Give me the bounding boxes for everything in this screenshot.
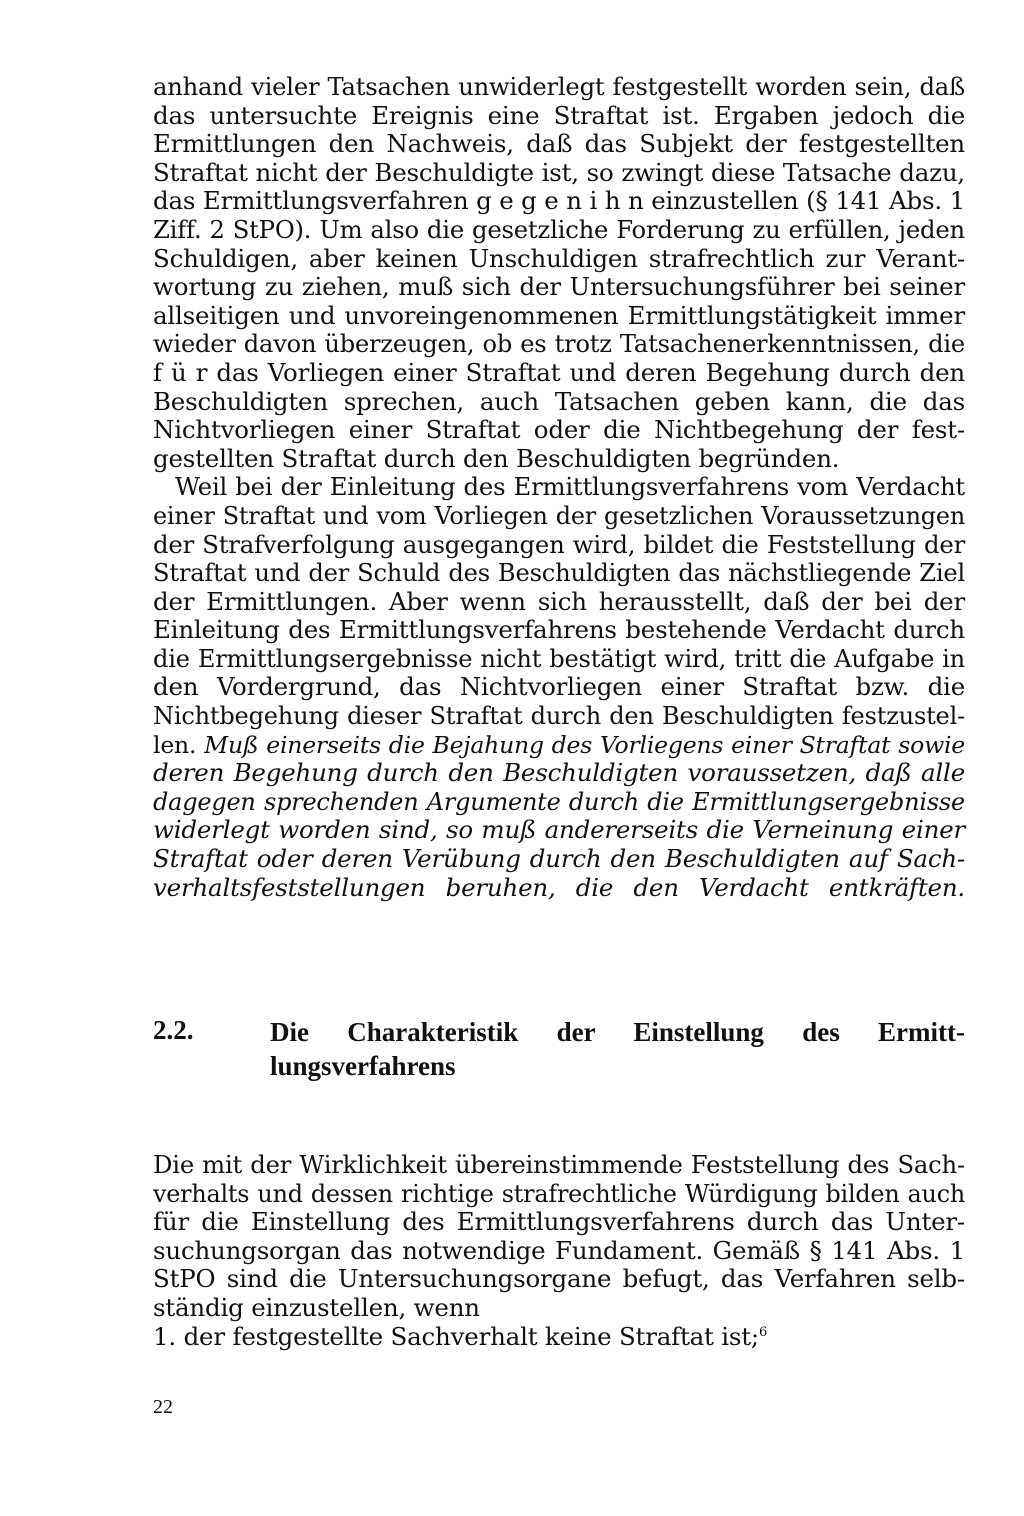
italic-line: dagegen sprechenden Argumente durch die Ermittlungsergebnisse <box>153 787 965 816</box>
text-line: Straftat und der Schuld des Beschuldigten das nächstliegende Ziel <box>153 559 965 588</box>
text-line: die Ermittlungsergebnisse nicht bestätigt wird, tritt die Aufgabe in <box>153 644 965 673</box>
text-line: wieder davon überzeugen, ob es trotz Tatsachenerkenntnissen, die <box>153 330 965 359</box>
text-line: das untersuchte Ereignis eine Straftat ist. Ergaben jedoch die <box>153 100 965 130</box>
text-line: verhalts und dessen richtige strafrechtliche Würdigung bilden auch <box>153 1179 965 1208</box>
text-line: Weil bei der Einleitung des Ermittlungsverfahrens vom Verdacht <box>175 472 965 502</box>
section-title-line: Die Charakteristik der Einstellung des Ermitt- <box>270 1017 965 1047</box>
page-number: 22 <box>153 1396 173 1418</box>
text-line: Ziff. 2 StPO). Um also die gesetzliche Forderung zu erfüllen, jeden <box>153 214 965 244</box>
text-line: StPO sind die Untersuchungsorgane befugt, das Verfahren selb- <box>153 1264 965 1294</box>
text-line: ständig einzustellen, wenn <box>153 1292 480 1322</box>
text-line: für die Einstellung des Ermittlungsverfahrens durch das Unter- <box>153 1207 965 1237</box>
body-text-top <box>153 73 965 902</box>
body-text-bottom <box>153 1151 965 1351</box>
list-item <box>153 1323 965 1352</box>
italic-line: widerlegt worden sind, so muß andererseits die Verneinung einer <box>153 815 965 845</box>
plain-text: len. <box>153 730 205 759</box>
text-line: der Ermittlungen. Aber wenn sich herausstellt, daß der bei der <box>153 586 965 616</box>
italic-line: Straftat oder deren Verübung durch den Beschuldigten auf Sach- <box>153 844 965 874</box>
text-line: den Vordergrund, das Nichtvorliegen einer Straftat bzw. die <box>153 672 965 702</box>
text-line: Ermittlungen den Nachweis, daß das Subjekt der festgestellten <box>153 129 965 159</box>
footnote-marker: 6 <box>759 1324 768 1340</box>
italic-line: deren Begehung durch den Beschuldigten voraussetzen, daß alle <box>153 758 965 788</box>
section-title-line: lungsverfahrens <box>270 1051 456 1081</box>
text-line: Straftat nicht der Beschuldigte ist, so zwingt diese Tatsache dazu, <box>153 157 965 187</box>
text-line: Einleitung des Ermittlungsverfahrens bestehende Verdacht durch <box>153 615 965 645</box>
text-line: wortung zu ziehen, muß sich der Untersuchungsführer bei seiner <box>153 272 965 302</box>
text-line: Beschuldigten sprechen, auch Tatsachen geben kann, die das <box>153 386 965 416</box>
text-line: allseitigen und unvoreingenommenen Ermittlungstätigkeit immer <box>153 300 965 330</box>
italic-line: verhaltsfeststellungen beruhen, die den Verdacht entkräften. <box>153 872 965 902</box>
text-line: Nichtbegehung dieser Straftat durch den Beschuldigten festzustel- <box>153 702 965 731</box>
text-line: suchungsorgan das notwendige Fundament. Gemäß § 141 Abs. 1 <box>153 1235 965 1265</box>
text-line-mixed <box>153 731 965 760</box>
text-line: das Ermittlungsverfahren g e g e n i h n einzustellen (§ 141 Abs. 1 <box>153 186 965 216</box>
section-number: 2.2. <box>153 1015 194 1045</box>
list-item-text: 1. der festgestellte Sachverhalt keine Straftat ist; <box>153 1321 759 1351</box>
text-line: gestellten Straftat durch den Beschuldigten begründen. <box>153 443 840 473</box>
text-line: Nichtvorliegen einer Straftat oder die Nichtbegehung der fest- <box>153 415 965 445</box>
text-line: f ü r das Vorliegen einer Straftat und deren Begehung durch den <box>153 357 965 387</box>
text-line: Schuldigen, aber keinen Unschuldigen strafrechtlich zur Verant- <box>153 243 965 273</box>
text-line: einer Straftat und vom Vorliegen der gesetzlichen Voraussetzungen <box>153 501 965 530</box>
text-line: anhand vieler Tatsachen unwiderlegt festgestellt worden sein, daß <box>153 73 965 101</box>
section-title <box>270 1015 965 1083</box>
text-line: Die mit der Wirklichkeit übereinstimmende Feststellung des Sach- <box>153 1150 965 1179</box>
text-line: der Strafverfolgung ausgegangen wird, bildet die Feststellung der <box>153 529 965 559</box>
italic-text: Muß einerseits die Bejahung des Vorliegens einer Straftat sowie <box>204 730 966 759</box>
